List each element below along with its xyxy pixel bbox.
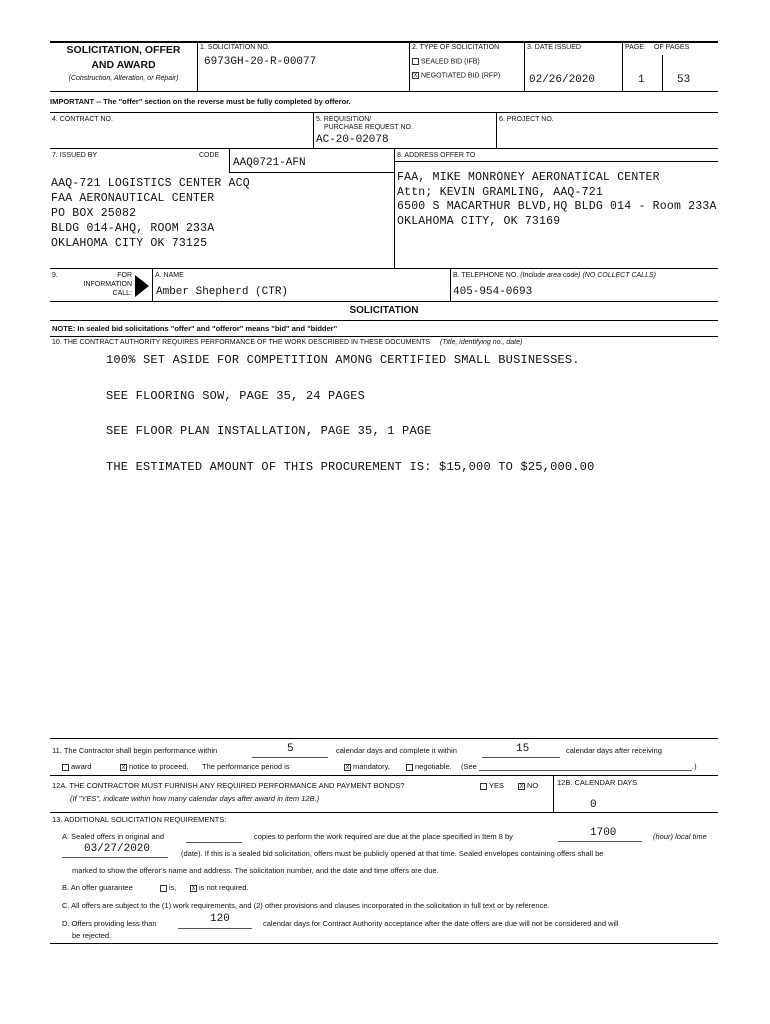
award-option[interactable] <box>62 762 91 771</box>
date-issued-label: 3. DATE ISSUED <box>527 44 581 51</box>
guarantee-is-checkbox[interactable] <box>160 885 167 892</box>
sealed-bid-option[interactable] <box>412 58 480 66</box>
item13a-text-2: copies to perform the work required are due at the place specified in Item 8 by <box>254 832 513 841</box>
address-offer-line: OKLAHOMA CITY, OK 73169 <box>397 214 561 228</box>
item13a-text-4: marked to show the offeror's name and address. The solicitation number, and the date and time offers are due. <box>72 866 439 875</box>
due-time-underline <box>558 841 642 842</box>
item11-text-b: calendar days and complete it within <box>336 746 457 755</box>
award-label: award <box>71 762 92 771</box>
requisition-label-1: 5. REQUISITION/ <box>316 116 372 123</box>
item13d-text-1: D. Offers providing less than <box>62 919 157 928</box>
form-subtitle: (Construction, Alteration, or Repair) <box>68 75 179 82</box>
header-divider-3 <box>524 41 525 91</box>
bond-no-label: NO <box>527 781 539 790</box>
guarantee-is-option[interactable] <box>160 883 177 892</box>
bond-yes-checkbox[interactable] <box>480 783 487 790</box>
performance-period-text: The performance period is <box>202 762 290 771</box>
sealed-bid-note: NOTE: In sealed bid solicitations "offer" and "offeror" means "bid" and "bidder" <box>52 324 338 333</box>
item13d-text-2: calendar days for Contract Authority acceptance after the date offers are due will not be considered and will <box>263 919 619 928</box>
date-issued-field[interactable]: 02/26/2020 <box>529 74 596 86</box>
address-offer-label: 8. ADDRESS OFFER TO <box>397 152 476 159</box>
copies-underline <box>186 842 242 843</box>
item13a-text-1: A. Sealed offers in original and <box>62 832 165 841</box>
issued-by-line: AAQ-721 LOGISTICS CENTER ACQ <box>51 177 250 190</box>
begin-days-underline <box>252 757 328 758</box>
sealed-bid-checkbox[interactable] <box>412 58 419 65</box>
item11-text-a: 11. The Contractor shall begin performance within <box>52 746 218 755</box>
row9-divider-1 <box>152 268 153 301</box>
mandatory-label: mandatory, <box>353 762 390 771</box>
item10-label-text: 10. THE CONTRACT AUTHORITY REQUIRES PERFORMANCE OF THE WORK DESCRIBED IN THESE DOCUMENTS <box>52 339 431 346</box>
rule-11 <box>50 738 718 739</box>
rule-7 <box>50 148 718 149</box>
bond-no-checkbox[interactable]: X <box>519 783 524 790</box>
issued-by-line: PO BOX 25082 <box>51 207 137 220</box>
rule-solicitation <box>50 301 718 302</box>
information-label: INFORMATION <box>83 281 132 288</box>
guarantee-not-checkbox[interactable]: X <box>191 885 196 892</box>
of-pages-label: OF PAGES <box>654 44 690 51</box>
guarantee-is-label: is, <box>169 883 177 892</box>
negotiated-bid-checkbox[interactable]: X <box>413 73 418 79</box>
address-offer-line: 6500 S MACARTHUR BLVD,HQ BLDG 014 - Room 233A <box>397 200 717 213</box>
solicitation-no-label: 1. SOLICITATION NO. <box>200 44 270 51</box>
mandatory-checkbox[interactable]: X <box>345 764 350 771</box>
address-offer-line: FAA, MIKE MONRONEY AERONATICAL CENTER <box>397 171 660 184</box>
page-label: PAGE <box>625 44 644 51</box>
address-label-rule <box>394 161 718 162</box>
item13-heading: 13. ADDITIONAL SOLICITATION REQUIREMENTS: <box>52 815 227 824</box>
notice-label: notice to proceed. <box>129 762 189 771</box>
telephone-field[interactable]: 405-954-0693 <box>453 286 533 298</box>
sealed-bid-label: SEALED BID (IFB) <box>421 58 480 66</box>
mandatory-option[interactable] <box>344 762 390 771</box>
item13d-text-3: be rejected. <box>72 931 112 940</box>
guarantee-not-label: is not required. <box>199 883 249 892</box>
item13b-text: B. An offer guarantee <box>62 883 133 892</box>
rule-10 <box>50 336 718 337</box>
negotiable-label: negotiable. <box>415 762 452 771</box>
bond-yes-label: YES <box>489 781 505 790</box>
acceptance-days-field[interactable]: 120 <box>210 913 230 925</box>
negotiated-bid-option[interactable] <box>412 72 500 80</box>
code-divider <box>229 148 230 172</box>
negotiated-bid-label: NEGOTIATED BID (RFP) <box>421 72 501 80</box>
due-time-field[interactable]: 1700 <box>590 827 617 839</box>
item12b-label: 12B. CALENDAR DAYS <box>557 778 638 787</box>
solicitation-heading: SOLICITATION <box>349 305 419 316</box>
issued-by-line: OKLAHOMA CITY OK 73125 <box>51 237 208 250</box>
negotiable-option[interactable] <box>406 762 452 771</box>
calendar-days-field[interactable]: 0 <box>590 799 597 811</box>
form-title-line1: SOLICITATION, OFFER <box>66 44 181 56</box>
requisition-field[interactable]: AC-20-02078 <box>316 134 389 146</box>
top-border <box>50 41 718 43</box>
page-number-field[interactable]: 1 <box>638 74 645 86</box>
complete-days-field[interactable]: 15 <box>516 743 530 755</box>
bond-yes-option[interactable] <box>480 781 504 790</box>
item9-number: 9. <box>52 272 58 279</box>
acceptance-days-underline <box>178 928 252 929</box>
bottom-rule <box>50 943 718 944</box>
telephone-label-text: B. TELEPHONE NO. <box>453 272 519 279</box>
item13a-text-3: (date). If this is a sealed bid solicitation, offers must be publicly opened at that time. Sealed envelopes containing offers shall be <box>181 849 604 858</box>
header-divider-4 <box>622 41 623 91</box>
see-close: .) <box>692 762 697 771</box>
page-count-field[interactable]: 53 <box>677 74 691 86</box>
header-divider-5 <box>662 55 663 91</box>
notice-checkbox[interactable]: X <box>121 764 126 771</box>
item12a-text: 12A. THE CONTRACTOR MUST FURNISH ANY REQUIRED PERFORMANCE AND PAYMENT BONDS? <box>52 781 405 790</box>
item10-note: (Title, identifying no., date) <box>439 339 523 346</box>
call-label: CALL: <box>112 290 132 297</box>
form-title-line2: AND AWARD <box>91 59 156 71</box>
item13c-text: C. All offers are subject to the (1) work requirements, and (2) other provisions and clauses incorporated in the solicitation in full text or by reference. <box>62 901 550 910</box>
code-label: CODE <box>199 152 220 159</box>
due-date-underline <box>62 857 168 858</box>
item12a-note: (If "YES", indicate within how many calendar days after award in item 12B.) <box>70 794 320 803</box>
requisition-label-2: PURCHASE REQUEST NO. <box>324 124 413 131</box>
rule-note <box>50 320 718 321</box>
rule-9 <box>50 268 718 269</box>
arrow-icon <box>135 275 149 297</box>
contract-no-label: 4. CONTRACT NO. <box>52 116 113 123</box>
header-divider-1 <box>197 41 198 91</box>
rule-4 <box>50 112 718 113</box>
due-time-label: (hour) local time <box>653 832 707 841</box>
row4-divider-1 <box>313 112 314 148</box>
rule-12 <box>50 775 718 776</box>
rule-13 <box>50 812 718 813</box>
row9-divider-2 <box>450 268 451 301</box>
negotiable-checkbox[interactable] <box>406 764 413 771</box>
guarantee-not-option[interactable] <box>190 883 249 892</box>
telephone-label <box>453 272 656 280</box>
award-checkbox[interactable] <box>62 764 69 771</box>
see-underline <box>479 770 692 771</box>
item10-label <box>52 339 522 347</box>
important-note: IMPORTANT -- The "offer" section on the reverse must be fully completed by offeror. <box>50 97 351 106</box>
notice-option[interactable] <box>120 762 189 771</box>
row4-divider-2 <box>496 112 497 148</box>
for-label: FOR <box>117 272 132 279</box>
solicitation-type-label: 2. TYPE OF SOLICITATION <box>412 44 500 51</box>
project-no-label: 6. PROJECT NO. <box>499 116 554 123</box>
bond-no-option[interactable] <box>518 781 538 790</box>
issued-by-line: FAA AERONAUTICAL CENTER <box>51 192 215 205</box>
header-divider-2 <box>409 41 410 91</box>
description-line: THE ESTIMATED AMOUNT OF THIS PROCUREMENT IS: $15,000 TO $25,000.00 <box>106 460 595 474</box>
issued-by-label: 7. ISSUED BY <box>52 152 98 159</box>
name-label: A. NAME <box>155 272 184 279</box>
description-line: SEE FLOORING SOW, PAGE 35, 24 PAGES <box>106 389 366 403</box>
see-text: (See <box>461 762 477 771</box>
address-offer-line: Attn; KEVIN GRAMLING, AAQ-721 <box>397 185 603 199</box>
description-line: SEE FLOOR PLAN INSTALLATION, PAGE 35, 1 PAGE <box>106 424 432 438</box>
contact-name-field[interactable]: Amber Shepherd (CTR) <box>156 286 289 298</box>
begin-days-field[interactable]: 5 <box>287 743 294 755</box>
code-field[interactable]: AAQ0721-AFN <box>233 157 306 169</box>
header-bottom-rule <box>50 91 718 92</box>
complete-days-underline <box>482 757 560 758</box>
solicitation-no-field[interactable]: 6973GH-20-R-00077 <box>204 56 317 68</box>
code-box-bottom <box>229 172 394 173</box>
due-date-field[interactable]: 03/27/2020 <box>84 843 151 855</box>
issued-by-line: BLDG 014-AHQ, ROOM 233A <box>51 222 215 235</box>
row7-divider <box>394 148 395 268</box>
telephone-label-note: (Include area code) (NO COLLECT CALLS) <box>520 272 656 279</box>
description-line: 100% SET ASIDE FOR COMPETITION AMONG CERTIFIED SMALL BUSINESSES. <box>106 353 580 367</box>
row12-divider <box>553 775 554 812</box>
item11-text-c: calendar days after receiving <box>566 746 662 755</box>
